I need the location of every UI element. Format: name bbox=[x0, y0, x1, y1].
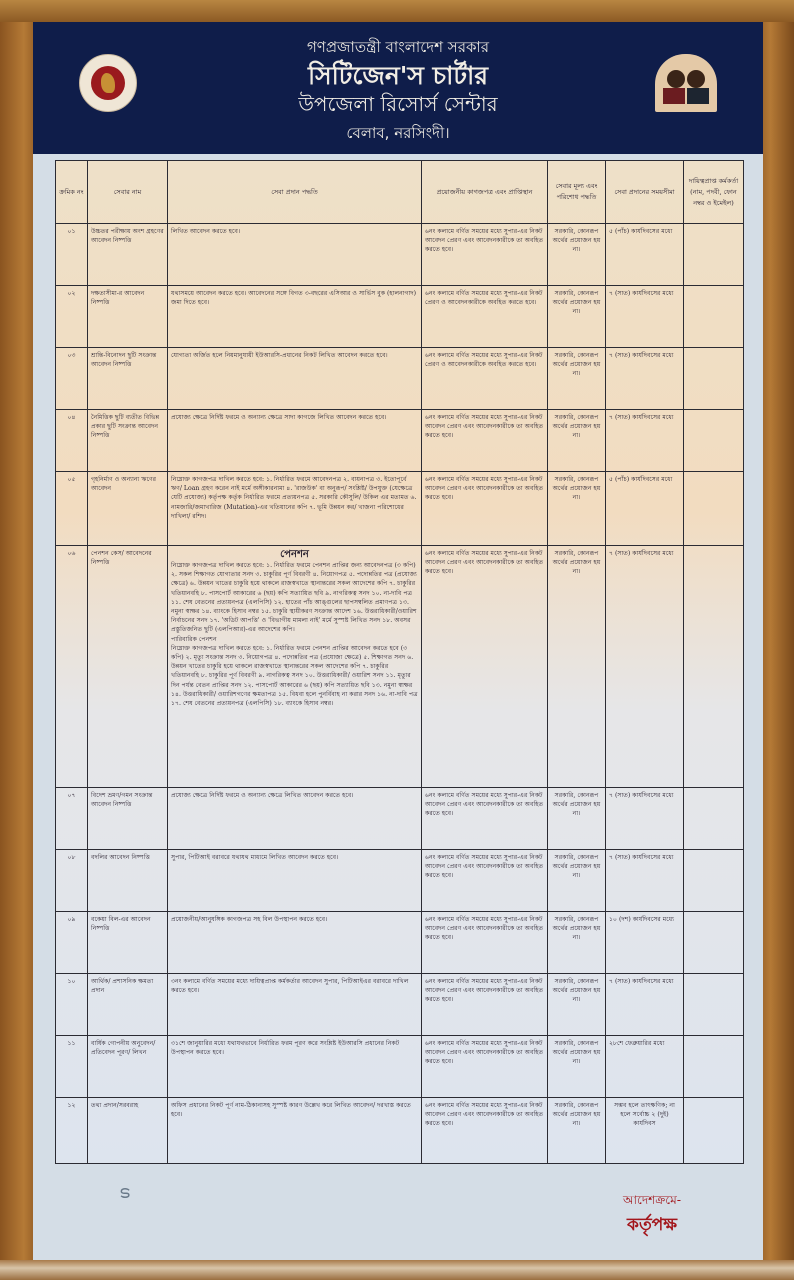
docs-cell: ৬নং কলামে বর্ণিত সময়ের মধ্যে সুপার-এর নিকট আবেদন প্রেরণ এবং আবেদনকারীকে তা অবহিত করতে হবে। bbox=[422, 850, 548, 912]
fee-cell: সরকারি, কোনরূপ অর্থের প্রয়োজন হয় না। bbox=[548, 286, 606, 348]
time-cell: ১০ (দশ) কার্যদিবসের মধ্যে bbox=[606, 912, 684, 974]
table-row bbox=[56, 1036, 744, 1098]
service-cell: দক্ষতাসীমা-র আবেদন নিষ্পত্তি bbox=[88, 286, 168, 348]
service-cell: বিদেশ ভ্রমণ/গমন সংক্রান্ত আবেদন নিষ্পত্তি bbox=[88, 788, 168, 850]
docs-cell: ৬নং কলামে বর্ণিত সময়ের মধ্যে সুপার-এর নিকট আবেদন প্রেরণ এবং আবেদনকারীকে তা অবহিত করতে হবে। bbox=[422, 912, 548, 974]
column-header: প্রয়োজনীয় কাগজপত্র এবং প্রাপ্তিস্থান bbox=[422, 161, 548, 224]
time-cell: ৭ (সাত) কার্যদিবসের মধ্যে bbox=[606, 546, 684, 788]
time-cell: ৭ (সাত) কার্যদিবসের মধ্যে bbox=[606, 850, 684, 912]
pension-heading: পেনশন bbox=[280, 549, 309, 560]
frame-top bbox=[0, 0, 794, 22]
docs-cell: ৬নং কলামে বর্ণিত সময়ের মধ্যে সুপার-এর নিকট প্রেরণ ও আবেদনকারীকে অবহিত করতে হবে। bbox=[422, 286, 548, 348]
charter-table bbox=[55, 160, 744, 1164]
table-row bbox=[56, 1098, 744, 1164]
pension-requirements: নিম্নোক্ত কাগজপত্র দাখিল করতে হবে: ১. নির্ধারিত ফরমে পেনশন প্রাপ্তির জন্য আবেদনপত্র (৩ কপি) ২. সকল শিক্ষাগত যোগ্যতার সনদ ৩. চাকুরির পূর্ণ বিবরণী ৪. নিয়োগপত্র ৫. পদোন্নতির পত্র (প্রযোজ্য ক্ষেত্রে) ৬. উন্নয়ন খাতের চাকুরি হয়ে থাকলে রাজস্বখাতে স্থানান্তরের সকল আদেশের কপি ৭. চাকুরির খতিয়ানবহি ৮. পাসপোর্ট আকারের ৬ (ছয়) কপি সত্যায়িত ছবি ৯. নাগরিকত্ব সনদ ১০. না-দাবি পত্র ১১. শেষ বেতনের প্রত্যয়নপত্র (এলপিসি) ১২. হাতের পাঁচ আঙ্গুলের ছাপসম্বলিত প্রমাণপত্র ১৩. নমুনা স্বাক্ষর ১৪. ব্যাংকে হিসাব নম্বর ১৫. চাকুরি স্থায়ীকরণ সংক্রান্ত আদেশ ১৬. উত্তরাধিকারী/ওয়ারিশ নির্বাচনের সনদ ১৭. 'অডিট আপত্তি' ও 'বিভাগীয় মামলা নাই' মর্মে সুস্পষ্ট লিখিত সনদ ১৮. অবসর প্রস্তুতিজনিত ছুটি (এলপিআর)-এর আদেশের কপি। bbox=[171, 562, 417, 634]
service-cell: বকেয়া বিল-এর আবেদন নিষ্পত্তি bbox=[88, 912, 168, 974]
serial-cell: ০৮ bbox=[56, 850, 88, 912]
method-cell: নিম্নোক্ত কাগজপত্র দাখিল করতে হবে: ১. নির্ধারিত ফরমে আবেদনপত্র ২. বায়নাপত্র ৩. ইতোপূর্বে ঋণ/ Loan গ্রহণ করেন নাই মর্মে অঙ্গীকারনামা ৪. 'রাজউক' বা অনুরূপ/ সংশ্লিষ্ট/ উপযুক্ত (যেক্ষেত্রে যেটি প্রযোজ্য) কর্তৃপক্ষ কর্তৃক নির্ধারিত ফরমে প্রত্যয়নপত্র ৫. সরকারি কৌসুলি/ উকিল এর মতামত ৬. নামজারি/জমাখারিজ (Mutation)-এর খতিয়ানের কপি ৭. ভূমি উন্নয়ন কর/ খাজনা পরিশোধের দাখিলা/ রশিদ। bbox=[168, 472, 422, 546]
docs-cell: ৬নং কলামে বর্ণিত সময়ের মধ্যে সুপার-এর নিকট আবেদন প্রেরণ এবং আবেদনকারীকে তা অবহিত করতে হবে। bbox=[422, 410, 548, 472]
fee-cell: সরকারি, কোনরূপ অর্থের প্রয়োজন হয় না। bbox=[548, 788, 606, 850]
service-cell: বার্ষিক গোপনীয় অনুবেদন/ প্রতিবেদন পূরণ/ লিখন bbox=[88, 1036, 168, 1098]
serial-cell: ১১ bbox=[56, 1036, 88, 1098]
column-header: সেবার মূল্য এবং পরিশোধ পদ্ধতি bbox=[548, 161, 606, 224]
fee-cell: সরকারি, কোনরূপ অর্থের প্রয়োজন হয় না। bbox=[548, 546, 606, 788]
table-row bbox=[56, 410, 744, 472]
service-cell: বদলির আবেদন নিষ্পত্তি bbox=[88, 850, 168, 912]
children-reading-logo-icon bbox=[655, 54, 717, 112]
docs-cell: ৬নং কলামে বর্ণিত সময়ের মধ্যে সুপার-এর নিকট প্রেরণ ও আবেদনকারীকে অবহিত করতে হবে। bbox=[422, 348, 548, 410]
method-cell: অফিস প্রধানের নিকট পূর্ণ নাম-ঠিকানাসহ সুস্পষ্ট কারণ উল্লেখ করে লিখিত আবেদন/ দরখাস্ত করতে হবে। bbox=[168, 1098, 422, 1164]
fee-cell: সরকারি, কোনরূপ অর্থের প্রয়োজন হয় না। bbox=[548, 974, 606, 1036]
table-header-row bbox=[56, 161, 744, 224]
fee-cell: সরকারি, কোনরূপ অর্থের প্রয়োজন হয় না। bbox=[548, 912, 606, 974]
officer-cell bbox=[684, 286, 744, 348]
citizens-charter-board bbox=[33, 22, 763, 1260]
docs-cell: ৬নং কলামে বর্ণিত সময়ের মধ্যে সুপার-এর নিকট আবেদন প্রেরণ এবং আবেদনকারীকে তা অবহিত করতে হবে। bbox=[422, 1098, 548, 1164]
column-header: সেবার নাম bbox=[88, 161, 168, 224]
column-header: সেবা প্রদানের সময়সীমা bbox=[606, 161, 684, 224]
serial-cell: ০৬ bbox=[56, 546, 88, 788]
docs-cell: ৬নং কলামে বর্ণিত সময়ের মধ্যে সুপার-এর নিকট আবেদন প্রেরণ এবং আবেদনকারীকে তা অবহিত করতে হবে। bbox=[422, 974, 548, 1036]
column-header: সেবা প্রদান পদ্ধতি bbox=[168, 161, 422, 224]
table-row bbox=[56, 974, 744, 1036]
fee-cell: সরকারি, কোনরূপ অর্থের প্রয়োজন হয় না। bbox=[548, 410, 606, 472]
board-header bbox=[33, 22, 763, 154]
serial-cell: ০৪ bbox=[56, 410, 88, 472]
table-row bbox=[56, 912, 744, 974]
service-cell: আর্থিক/ প্রশাসনিক ক্ষমতা প্রদান bbox=[88, 974, 168, 1036]
time-cell: ২৮শে ফেব্রুয়ারির মধ্যে bbox=[606, 1036, 684, 1098]
service-cell: পেনশন কেস/ আবেদনের নিষ্পত্তি bbox=[88, 546, 168, 788]
serial-cell: ০৫ bbox=[56, 472, 88, 546]
fee-cell: সরকারি, কোনরূপ অর্থের প্রয়োজন হয় না। bbox=[548, 1036, 606, 1098]
method-cell: ৩১শে জানুয়ারির মধ্যে যথাযথভাবে নির্ধারিত ফরম পূরণ করে সংশ্লিষ্ট ইউআরসি প্রধানের নিকট উপস্থাপন করতে হবে। bbox=[168, 1036, 422, 1098]
office-location: বেলাব, নরসিংদী। bbox=[346, 124, 450, 142]
officer-cell bbox=[684, 224, 744, 286]
officer-cell bbox=[684, 1098, 744, 1164]
serial-cell: ০৯ bbox=[56, 912, 88, 974]
charter-table-container bbox=[55, 160, 743, 1164]
table-row bbox=[56, 224, 744, 286]
government-name: গণপ্রজাতন্ত্রী বাংলাদেশ সরকার bbox=[306, 38, 490, 56]
family-pension-requirements: নিম্নোক্ত কাগজপত্র দাখিল করতে হবে: ১. নির্ধারিত ফরমে পেনশন প্রাপ্তির আবেদন করতে হবে (৩ কপি) ২. মৃত্যু সংক্রান্ত সনদ ৩. নিয়োগপত্র ৪. পদোন্নতির পত্র (প্রযোজ্য ক্ষেত্রে) ৫. শিক্ষাগত সনদ ৬. উন্নয়ন খাতের চাকুরি হয়ে থাকলে রাজস্বখাতে স্থানান্তরের সকল আদেশের কপি ৭. চাকুরির খতিয়ানবহি ৮. চাকুরির পূর্ণ বিবরণী ৯. নাগরিকত্ব সনদ ১০. উত্তরাধিকারী/ ওয়ারিশ সনদ ১১. মৃত্যুর দিন পর্যন্ত বেতন প্রাপ্তির সনদ ১২. পাসপোর্ট আকারের ৬ (ছয়) কপি সত্যায়িত ছবি ১৩. নমুনা স্বাক্ষর ১৪. উত্তরাধিকারী/ ওয়ারিশগণের ক্ষমতাপত্র ১৫. বিধবা হলে পুনর্বিবাহ না করার সনদ ১৬. না-দাবি পত্র ১৭. শেষ বেতনের প্রত্যয়নপত্র (এলপিসি) ১৮. ব্যাংকে হিসাব নম্বর। bbox=[171, 644, 418, 708]
officer-cell bbox=[684, 348, 744, 410]
officer-cell bbox=[684, 850, 744, 912]
officer-cell bbox=[684, 410, 744, 472]
service-cell: নৈমিত্তিক ছুটি ব্যতীত বিভিন্ন প্রকার ছুটি সংক্রান্ত আবেদন নিষ্পত্তি bbox=[88, 410, 168, 472]
serial-cell: ১২ bbox=[56, 1098, 88, 1164]
method-cell: সুপার, পিটিআই বরাবরে যথাযথ মাধ্যমে লিখিত আবেদন করতে হবে। bbox=[168, 850, 422, 912]
method-cell: ৩নং কলামে বর্ণিত সময়ের মধ্যে দায়িত্বপ্রাপ্ত কর্মকর্তার আবেদন সুপার, পিটিআইএর বরাবরে দাখিল করতে হবে। bbox=[168, 974, 422, 1036]
pen-mark: ട bbox=[119, 1182, 130, 1203]
table-row bbox=[56, 472, 744, 546]
fee-cell: সরকারি, কোনরূপ অর্থের প্রয়োজন হয় না। bbox=[548, 1098, 606, 1164]
fee-cell: সরকারি, কোনরূপ অর্থের প্রয়োজন হয় না। bbox=[548, 472, 606, 546]
fee-cell: সরকারি, কোনরূপ অর্থের প্রয়োজন হয় না। bbox=[548, 850, 606, 912]
serial-cell: ১০ bbox=[56, 974, 88, 1036]
table-row bbox=[56, 286, 744, 348]
docs-cell: ৬নং কলামে বর্ণিত সময়ের মধ্যে সুপার-এর নিকট আবেদন প্রেরণ এবং আবেদনকারীকে তা অবহিত করতে হবে। bbox=[422, 224, 548, 286]
officer-cell bbox=[684, 546, 744, 788]
time-cell: ৭ (সাত) কার্যদিবসের মধ্যে bbox=[606, 974, 684, 1036]
serial-cell: ০৭ bbox=[56, 788, 88, 850]
service-cell: শ্রান্তি-বিনোদন ছুটি সংক্রান্ত আবেদন নিষ্পত্তি bbox=[88, 348, 168, 410]
time-cell: ৭ (সাত) কার্যদিবসের মধ্যে bbox=[606, 410, 684, 472]
table-row bbox=[56, 850, 744, 912]
authority-signature bbox=[623, 1192, 681, 1240]
officer-cell bbox=[684, 974, 744, 1036]
fee-cell: সরকারি, কোনরূপ অর্থের প্রয়োজন হয় না। bbox=[548, 348, 606, 410]
docs-cell: ৬নং কলামে বর্ণিত সময়ের মধ্যে সুপার-এর নিকট আবেদন প্রেরণ এবং আবেদনকারীকে তা অবহিত করতে হবে। bbox=[422, 472, 548, 546]
by-order-label: আদেশক্রমে- bbox=[623, 1193, 682, 1207]
page-title: সিটিজেন'স চার্টার bbox=[307, 61, 488, 90]
officer-cell bbox=[684, 1036, 744, 1098]
officer-cell bbox=[684, 472, 744, 546]
office-name: উপজেলা রিসোর্স সেন্টার bbox=[298, 92, 498, 116]
table-row bbox=[56, 546, 744, 788]
docs-cell: ৬নং কলামে বর্ণিত সময়ের মধ্যে সুপার-এর নিকট আবেদন প্রেরণ এবং আবেদনকারীকে তা অবহিত করতে হবে। bbox=[422, 1036, 548, 1098]
method-cell: প্রযোজ্য ক্ষেত্রে নির্দিষ্ট ফরমে ও অন্যান্য ক্ষেত্রে লিখিত আবেদন করতে হবে। bbox=[168, 788, 422, 850]
table-row bbox=[56, 348, 744, 410]
method-cell: যথাসময়ে আবেদন করতে হবে। আবেদনের সঙ্গে বিগত ৩-বছরের এসিআর ও সার্ভিস বুক (হালনাগাদ) জমা দিতে হবে। bbox=[168, 286, 422, 348]
time-cell: সম্ভব হলে তাৎক্ষণিক; না হলে সর্বোচ্চ ২ (দুই) কার্যদিবস bbox=[606, 1098, 684, 1164]
method-cell: প্রযোজ্য ক্ষেত্রে নির্দিষ্ট ফরমে ও অন্যান্য ক্ষেত্রে সাদা কাগজে লিখিত আবেদন করতে হবে। bbox=[168, 410, 422, 472]
time-cell: ৭ (সাত) কার্যদিবসের মধ্যে bbox=[606, 788, 684, 850]
column-header: ক্রমিক নং bbox=[56, 161, 88, 224]
time-cell: ৭ (সাত) কার্যদিবসের মধ্যে bbox=[606, 286, 684, 348]
time-cell: ৫ (পাঁচ) কার্যদিবসের মধ্যে bbox=[606, 472, 684, 546]
time-cell: ৫ (পাঁচ) কার্যদিবসের মধ্যে bbox=[606, 224, 684, 286]
serial-cell: ০২ bbox=[56, 286, 88, 348]
frame-bottom bbox=[0, 1260, 794, 1280]
method-cell: লিখিত আবেদন করতে হবে। bbox=[168, 224, 422, 286]
fee-cell: সরকারি, কোনরূপ অর্থের প্রয়োজন হয় না। bbox=[548, 224, 606, 286]
docs-cell: ৬নং কলামে বর্ণিত সময়ের মধ্যে সুপার-এর নিকট আবেদন প্রেরণ এবং আবেদনকারীকে তা অবহিত করতে হবে। bbox=[422, 546, 548, 788]
serial-cell: ০১ bbox=[56, 224, 88, 286]
time-cell: ৭ (সাত) কার্যদিবসের মধ্যে bbox=[606, 348, 684, 410]
column-header: দায়িত্বপ্রাপ্ত কর্মকর্তা (নাম, পদবী, ফোন নম্বর ও ইমেইল) bbox=[684, 161, 744, 224]
serial-cell: ০৩ bbox=[56, 348, 88, 410]
service-cell: গৃহনির্মাণ ও অন্যান্য ঋণের আবেদন bbox=[88, 472, 168, 546]
method-cell: প্রয়োজনীয়/আনুষঙ্গিক কাগজপত্র সহ বিল উপস্থাপন করতে হবে। bbox=[168, 912, 422, 974]
officer-cell bbox=[684, 788, 744, 850]
table-row bbox=[56, 788, 744, 850]
authority-label: কর্তৃপক্ষ bbox=[627, 1215, 678, 1235]
officer-cell bbox=[684, 912, 744, 974]
family-pension-heading: পারিবারিক পেনশন bbox=[171, 635, 217, 643]
method-cell bbox=[168, 546, 422, 788]
docs-cell: ৬নং কলামে বর্ণিত সময়ের মধ্যে সুপার-এর নিকট আবেদন প্রেরণ এবং আবেদনকারীকে তা অবহিত করতে হবে। bbox=[422, 788, 548, 850]
method-cell: যোগ্যতা অর্জিত হলে নিয়মানুযায়ী ইউআরসি-প্রধানের নিকট লিখিত আবেদন করতে হবে। bbox=[168, 348, 422, 410]
service-cell: তথ্য প্রদান/সরবরাহ bbox=[88, 1098, 168, 1164]
service-cell: উচ্চতর পরীক্ষায় অংশ গ্রহণের আবেদন নিষ্পত্তি bbox=[88, 224, 168, 286]
